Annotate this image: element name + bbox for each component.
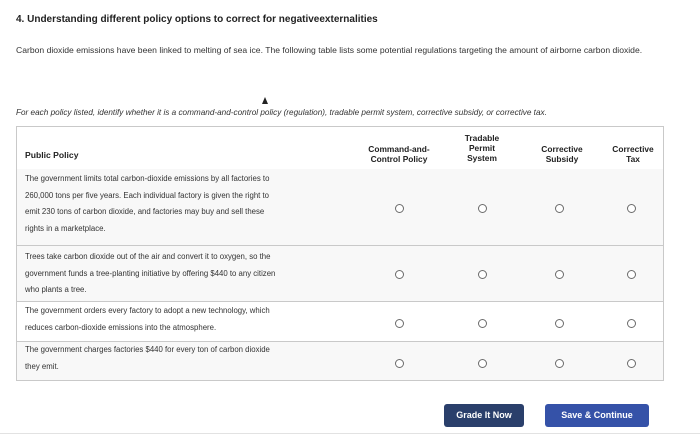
- radio-tradable-permit[interactable]: [478, 359, 487, 368]
- radio-command-and-control[interactable]: [395, 319, 404, 328]
- policy-line: The government charges factories $440 for every ton of carbon dioxide: [25, 345, 270, 354]
- grade-it-now-button[interactable]: Grade It Now: [444, 404, 524, 427]
- header-line: Subsidy: [545, 154, 579, 164]
- policy-line: they emit.: [25, 361, 59, 371]
- bottom-divider: [0, 433, 700, 434]
- policy-line: 260,000 tons per five years. Each individual factory is given the right to: [25, 190, 270, 200]
- header-line: Control Policy: [370, 154, 428, 164]
- save-and-continue-button[interactable]: Save & Continue: [545, 404, 649, 427]
- policy-line: reduces carbon-dioxide emissions into the atmosphere.: [25, 322, 217, 332]
- header-line: Command-and-: [368, 144, 430, 154]
- header-line: Tax: [626, 154, 640, 164]
- mouse-cursor-icon: [262, 97, 268, 104]
- header-tradable-permit: [447, 133, 517, 163]
- table-row: [17, 302, 663, 342]
- radio-corrective-subsidy[interactable]: [555, 319, 564, 328]
- radio-command-and-control[interactable]: [395, 359, 404, 368]
- question-title: 4. Understanding different policy options to correct for negativeexternalities: [16, 14, 378, 25]
- policy-line: government funds a tree-planting initiative by offering $440 to any citizen: [25, 268, 276, 278]
- table-row: [17, 342, 663, 380]
- policy-description: [25, 303, 350, 336]
- policy-table: [16, 126, 664, 381]
- policy-description: [25, 171, 350, 237]
- table-row: [17, 246, 663, 302]
- radio-tradable-permit[interactable]: [478, 319, 487, 328]
- radio-corrective-tax[interactable]: [627, 319, 636, 328]
- radio-corrective-tax[interactable]: [627, 359, 636, 368]
- table-header-row: [17, 127, 663, 170]
- question-instruction: For each policy listed, identify whether it is a command-and-control policy (regulation), tradable permit system, corrective subsidy, or corrective tax.: [16, 108, 547, 117]
- radio-corrective-tax[interactable]: [627, 270, 636, 279]
- header-command-and-control: [359, 144, 439, 164]
- header-line: Corrective: [541, 144, 583, 154]
- header-line: Tradable: [464, 133, 500, 143]
- header-line: Corrective: [612, 144, 654, 154]
- header-corrective-tax: [601, 144, 665, 164]
- header-public-policy: Public Policy: [25, 150, 79, 160]
- policy-line: The government orders every factory to adopt a new technology, which: [25, 306, 270, 315]
- header-line: System: [467, 153, 497, 163]
- radio-corrective-subsidy[interactable]: [555, 204, 564, 213]
- radio-tradable-permit[interactable]: [478, 270, 487, 279]
- policy-description: [25, 249, 350, 299]
- policy-line: who plants a tree.: [25, 285, 87, 295]
- header-corrective-subsidy: [527, 144, 597, 164]
- table-row: [17, 169, 663, 246]
- policy-description: [25, 342, 350, 375]
- policy-line: Trees take carbon dioxide out of the air and convert it to oxygen, so the: [25, 252, 271, 261]
- policy-line: The government limits total carbon-dioxide emissions by all factories to: [25, 174, 270, 183]
- header-line: Permit: [468, 143, 496, 153]
- radio-corrective-subsidy[interactable]: [555, 270, 564, 279]
- radio-tradable-permit[interactable]: [478, 204, 487, 213]
- radio-corrective-subsidy[interactable]: [555, 359, 564, 368]
- radio-corrective-tax[interactable]: [627, 204, 636, 213]
- radio-command-and-control[interactable]: [395, 270, 404, 279]
- policy-line: rights in a marketplace.: [25, 223, 106, 233]
- question-intro: Carbon dioxide emissions have been linked to melting of sea ice. The following table lists some potential regulations targeting the amount of airborne carbon dioxide.: [16, 45, 643, 55]
- radio-command-and-control[interactable]: [395, 204, 404, 213]
- policy-line: emit 230 tons of carbon dioxide, and factories may buy and sell these: [25, 207, 265, 217]
